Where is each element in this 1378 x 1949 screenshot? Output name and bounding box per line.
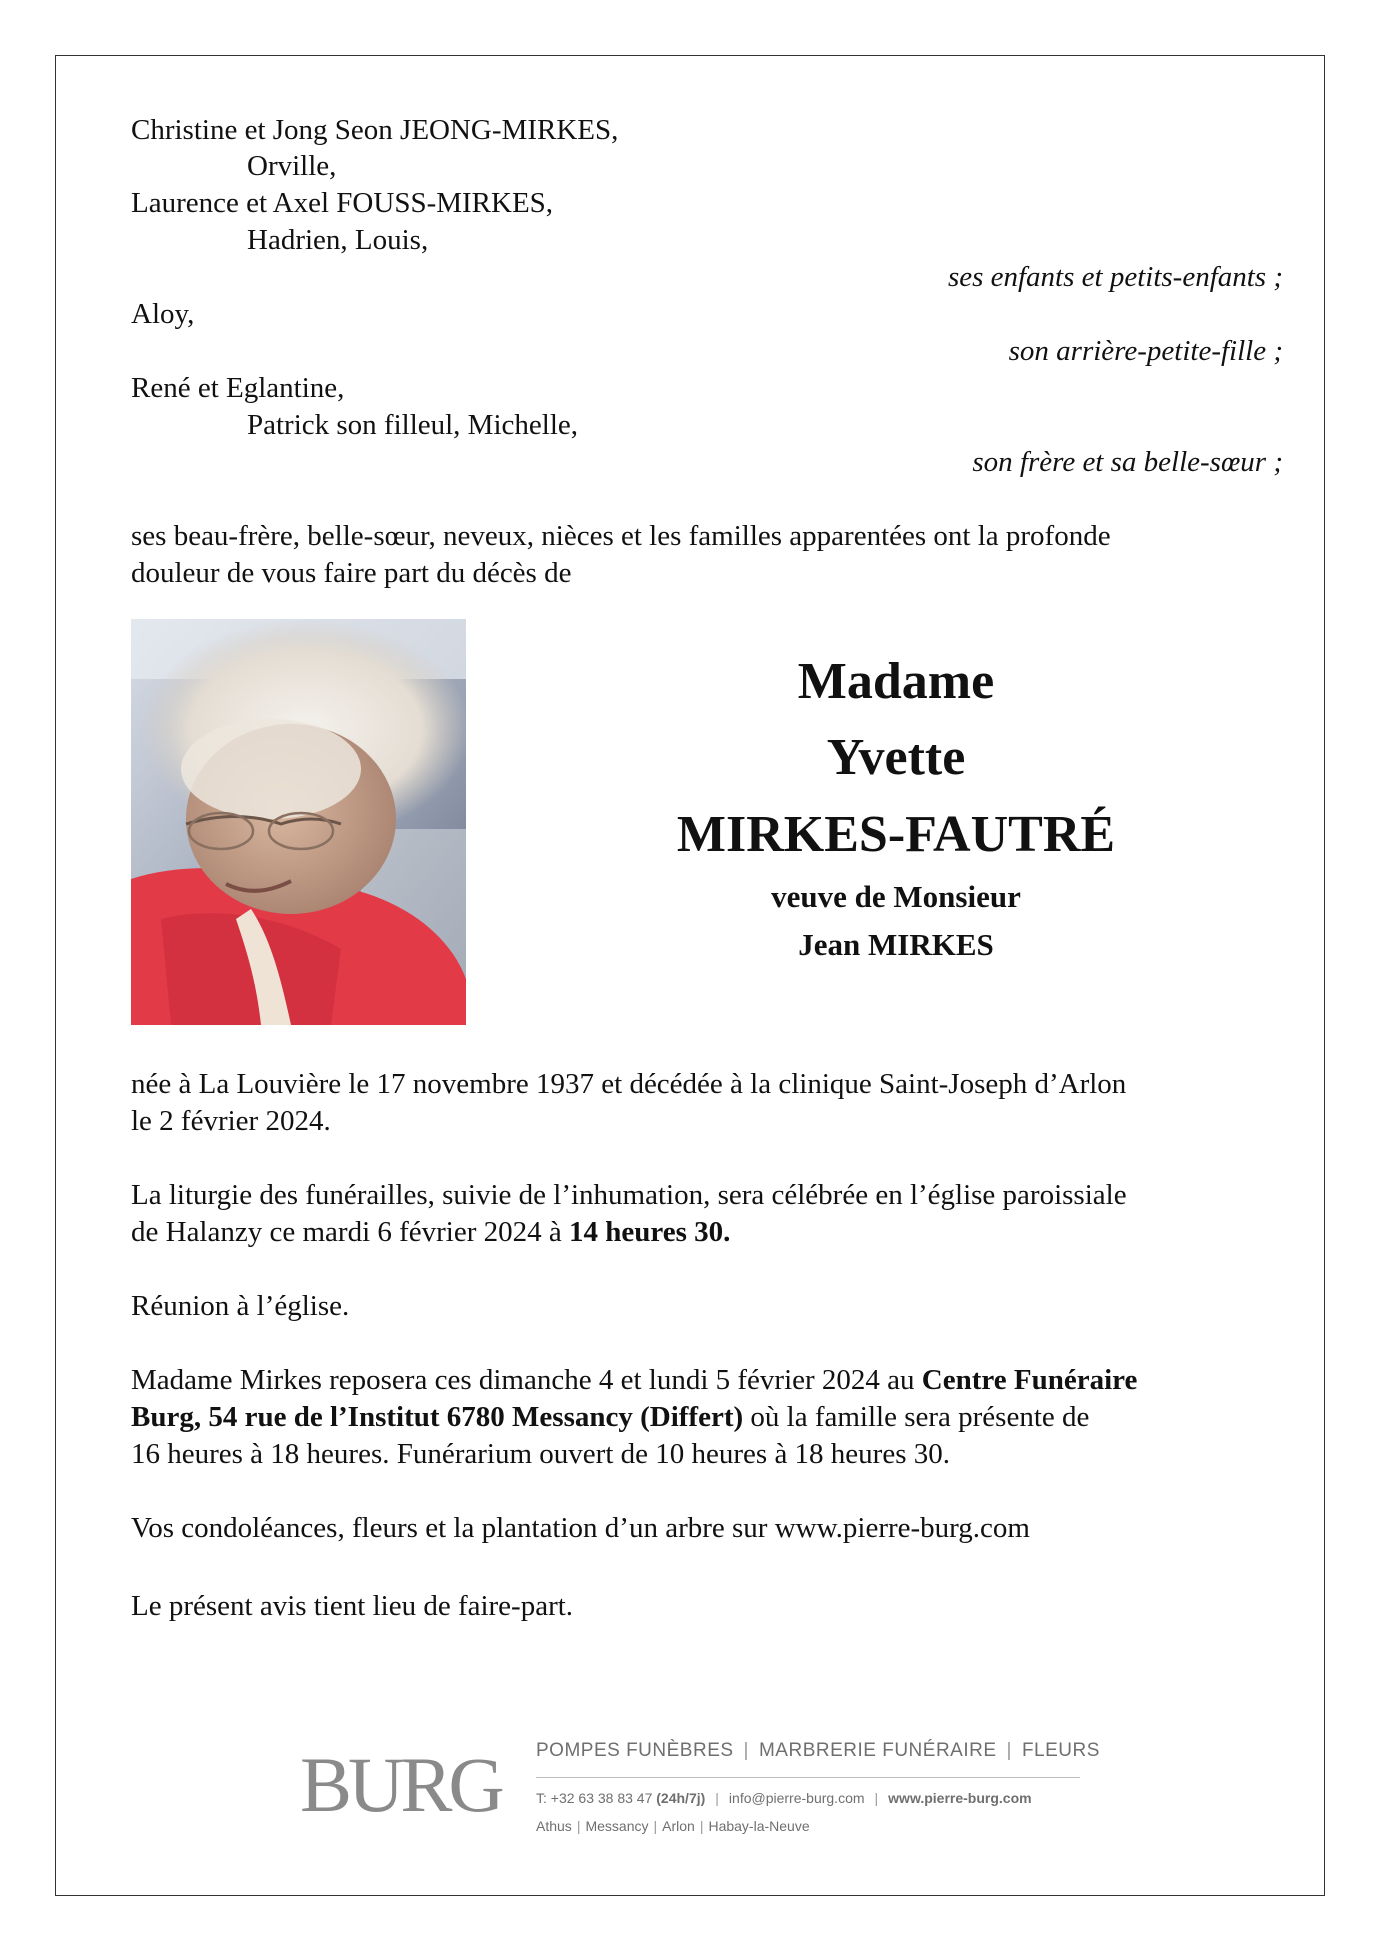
burg-logo-text: BURG [300, 1741, 501, 1828]
family-presence: où la famille sera présente de [743, 1401, 1090, 1433]
footer-email[interactable]: info@pierre-burg.com [728, 1790, 865, 1806]
rest-line-2 [131, 1399, 1089, 1436]
service-funeral: POMPES FUNÈBRES [536, 1740, 734, 1761]
location-arlon: Arlon [662, 1818, 695, 1834]
footer-website[interactable]: www.pierre-burg.com [888, 1790, 1032, 1806]
footer-locations: Athus | Messancy | Arlon | Habay-la-Neuve [536, 1818, 810, 1834]
family-line-5: Aloy, [131, 298, 195, 330]
location-athus: Athus [536, 1818, 572, 1834]
family-line-1: Christine et Jong Seon JEONG-MIRKES, [131, 114, 619, 146]
liturgy-line-2 [131, 1214, 730, 1251]
widow-of-line-1: veuve de Monsieur [771, 879, 1021, 914]
footer-phone: T: +32 63 38 83 47 [536, 1790, 653, 1806]
rest-line-3: 16 heures à 18 heures. Funérarium ouvert de 10 heures à 18 heures 30. [131, 1438, 950, 1470]
liturgy-time: 14 heures 30. [569, 1216, 731, 1248]
footer-services: POMPES FUNÈBRES | MARBRERIE FUNÉRAIRE | FLEURS [536, 1740, 1100, 1761]
condolences-line: Vos condoléances, fleurs et la plantation d’un arbre sur www.pierre-burg.com [131, 1512, 1030, 1544]
family-line-3: Laurence et Axel FOUSS-MIRKES, [131, 187, 554, 219]
funeral-center-name: Centre Funéraire [921, 1364, 1138, 1396]
family-line-7: Patrick son filleul, Michelle, [247, 409, 579, 441]
birth-death-line-2: le 2 février 2024. [131, 1105, 331, 1137]
family-line-4: Hadrien, Louis, [247, 224, 429, 256]
service-marble: MARBRERIE FUNÉRAIRE [758, 1740, 997, 1761]
relation-children: ses enfants et petits-enfants ; [947, 261, 1283, 293]
location-messancy: Messancy [585, 1818, 649, 1834]
liturgy-line-1: La liturgie des funérailles, suivie de l’inhumation, sera célébrée en l’église paroissiale [131, 1179, 1127, 1211]
footer-divider [536, 1777, 1080, 1778]
footer-phone-hours: (24h/7j) [656, 1790, 706, 1806]
intro-line-1: ses beau-frère, belle-sœur, neveux, nièces et les familles apparentées ont la profonde [131, 520, 1111, 552]
meeting-line: Réunion à l’église. [131, 1290, 350, 1322]
relation-great-granddaughter: son arrière-petite-fille ; [1008, 335, 1283, 367]
burg-logo [300, 1740, 501, 1830]
family-line-2: Orville, [247, 150, 337, 182]
deceased-first-name: Yvette [826, 729, 966, 786]
notice-line: Le présent avis tient lieu de faire-part. [131, 1590, 574, 1622]
service-flowers: FLEURS [1021, 1740, 1100, 1761]
footer-contact: T: +32 63 38 83 47 (24h/7j) | info@pierre-burg.com | www.pierre-burg.com [536, 1790, 1032, 1806]
liturgy-place-date: de Halanzy ce mardi 6 février 2024 à [131, 1216, 570, 1248]
funeral-center-address: Burg, 54 rue de l’Institut 6780 Messancy (Differt) [131, 1401, 744, 1433]
widow-of-line-2: Jean MIRKES [798, 927, 994, 962]
family-line-6: René et Eglantine, [131, 372, 345, 404]
deceased-last-name: MIRKES-FAUTRÉ [676, 806, 1116, 863]
rest-line-1 [131, 1362, 1137, 1399]
birth-death-line-1: née à La Louvière le 17 novembre 1937 et décédée à la clinique Saint-Joseph d’Arlon [131, 1068, 1127, 1100]
intro-line-2: douleur de vous faire part du décès de [131, 557, 572, 589]
rest-dates: Madame Mirkes reposera ces dimanche 4 et lundi 5 février 2024 au [131, 1364, 922, 1396]
portrait-photo [131, 619, 466, 1025]
deceased-title: Madame [797, 653, 995, 710]
relation-brother: son frère et sa belle-sœur ; [972, 446, 1283, 478]
location-habay: Habay-la-Neuve [708, 1818, 810, 1834]
